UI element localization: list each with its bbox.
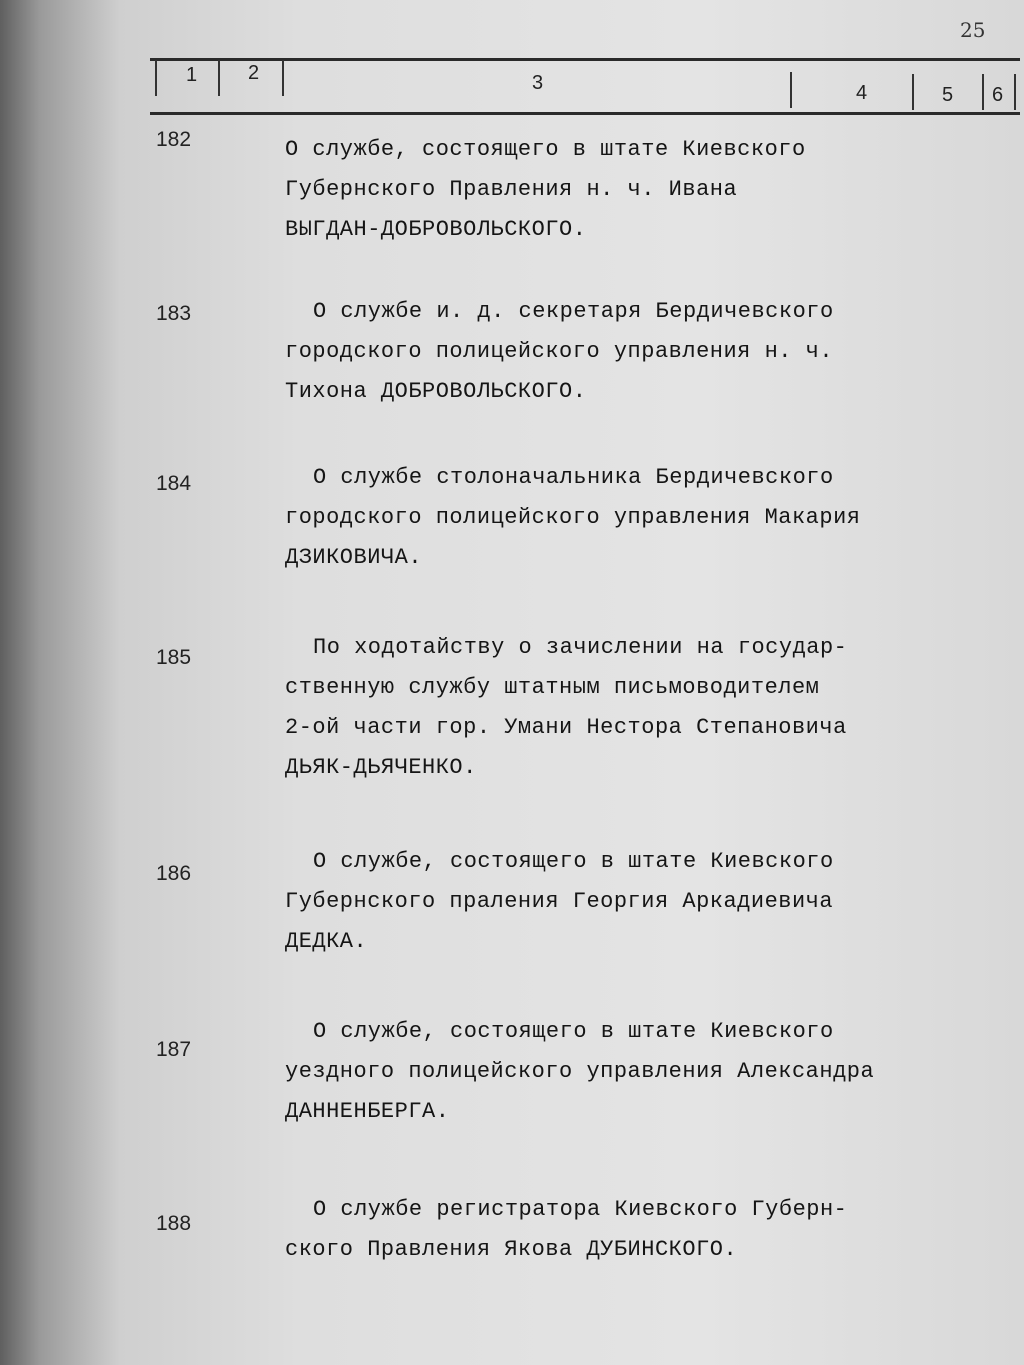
entry-number: 187: [156, 1038, 192, 1061]
column-header-1: 1: [186, 64, 198, 86]
column-header-3: 3: [532, 72, 544, 94]
entry-line: Губернского праления Георгия Аркадиевича: [285, 889, 834, 914]
column-divider: [155, 60, 157, 96]
entry-number: 188: [156, 1212, 192, 1235]
entry-text: [285, 130, 865, 250]
column-header-4: 4: [856, 82, 868, 104]
entry-text: [285, 458, 865, 578]
column-divider: [790, 72, 792, 108]
entry-text: [285, 1190, 865, 1270]
entry-line: О службе, состоящего в штате Киевского: [313, 1019, 834, 1044]
entry-line: О службе и. д. секретаря Бердичевского: [313, 299, 834, 324]
entry-line: 2-ой части гор. Умани Нестора Степановича: [285, 715, 847, 740]
column-divider: [218, 60, 220, 96]
column-divider: [912, 74, 914, 110]
entry-line: ВЫГДАН-ДОБРОВОЛЬСКОГО.: [285, 217, 587, 242]
column-divider: [1014, 74, 1016, 110]
column-header-5: 5: [942, 84, 954, 106]
header-top-rule: [150, 58, 1020, 61]
entry-line: О службе, состоящего в штате Киевского: [285, 137, 806, 162]
entry-number: 183: [156, 302, 192, 325]
entry-line: ДЬЯК-ДЬЯЧЕНКО.: [285, 755, 477, 780]
entry-line: городского полицейского управления Макария: [285, 505, 861, 530]
entry-line: Тихона ДОБРОВОЛЬСКОГО.: [285, 379, 587, 404]
entry-line: ского Правления Якова ДУБИНСКОГО.: [285, 1237, 738, 1262]
entry-number: 186: [156, 862, 192, 885]
entry-line: ДЕДКА.: [285, 929, 368, 954]
column-header-6: 6: [992, 84, 1004, 106]
entry-line: ДАННЕНБЕРГА.: [285, 1099, 450, 1124]
entry-text: [285, 842, 865, 962]
entry-line: О службе, состоящего в штате Киевского: [313, 849, 834, 874]
column-divider: [282, 60, 284, 96]
entry-line: ДЗИКОВИЧА.: [285, 545, 423, 570]
entry-line: Губернского Правления н. ч. Ивана: [285, 177, 738, 202]
entry-number: 185: [156, 646, 192, 669]
entry-line: городского полицейского управления н. ч.: [285, 339, 834, 364]
entry-text: [285, 1012, 875, 1132]
page-number: 25: [960, 18, 986, 42]
entry-line: О службе столоначальника Бердичевского: [313, 465, 834, 490]
entry-number: 184: [156, 472, 192, 495]
entry-line: уездного полицейского управления Александра: [285, 1059, 875, 1084]
column-divider: [982, 74, 984, 110]
entry-line: ственную службу штатным письмоводителем: [285, 675, 820, 700]
entry-line: По ходотайству о зачислении на государ-: [313, 635, 848, 660]
column-header-2: 2: [248, 62, 260, 84]
entry-text: [285, 292, 865, 412]
entry-line: О службе регистратора Киевского Губерн-: [313, 1197, 848, 1222]
header-bottom-rule: [150, 112, 1020, 115]
entry-number: 182: [156, 128, 192, 151]
entry-text: [285, 628, 865, 788]
